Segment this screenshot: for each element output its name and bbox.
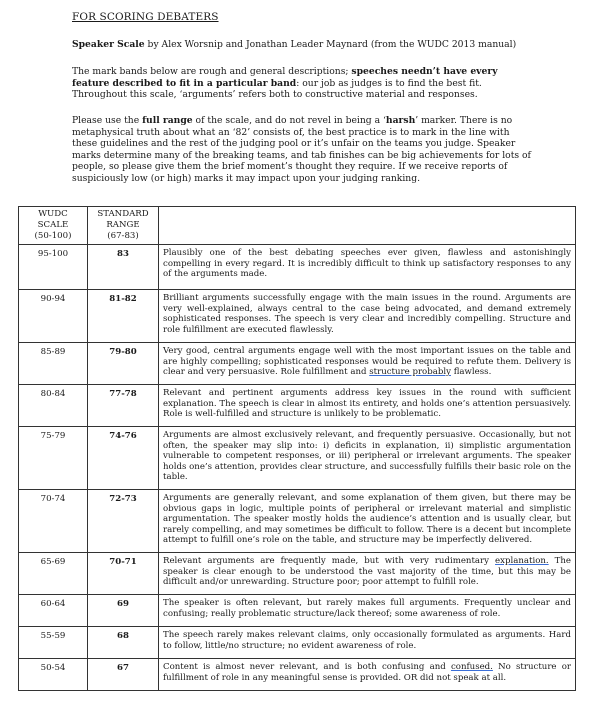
standard-cell: 74-76 <box>88 427 159 490</box>
para2-text-c: of the scale, and do not revel in being a ‘ <box>192 115 386 126</box>
para1-text-a: The mark bands below are rough and general descriptions; <box>72 66 352 77</box>
subtitle <box>72 39 572 50</box>
description-text: Relevant arguments are frequently made, but with very rudimentary <box>163 556 496 566</box>
description-cell: Brilliant arguments successfully engage with the main issues in the round. Arguments are very well-explained, always central to the case being advocated, and demand extremely sophisticated responses. The speech is very clear and incredibly compelling. Structure and role fulfillment are executed flawlessly. <box>159 290 576 343</box>
header-line: (50-100) <box>34 231 72 241</box>
header-wudc-scale <box>19 207 88 245</box>
description-cell: Relevant and pertinent arguments address key issues in the round with sufficient explanation. The speech is clear in almost its entirety, and holds one’s attention persuasively. Role is well-fulfilled and structure is unlikely to be problematic. <box>159 385 576 427</box>
standard-cell: 72-73 <box>88 490 159 553</box>
header-line: WUDC <box>38 209 68 219</box>
standard-cell: 83 <box>88 245 159 290</box>
para2-text-a: Please use the <box>72 115 143 126</box>
table-header-row <box>19 207 576 245</box>
header-line: STANDARD <box>97 209 149 219</box>
description-text: flawless. <box>450 367 492 378</box>
standard-cell: 68 <box>88 627 159 659</box>
table-row <box>19 245 576 290</box>
band-cell: 85-89 <box>19 343 88 385</box>
guidance-paragraph <box>72 115 532 184</box>
document-heading: FOR SCORING DEBATERS <box>72 11 219 23</box>
description-cell: The speech rarely makes relevant claims, only occasionally formulated as arguments. Hard to follow, little/no structure; no evident awareness of role. <box>159 627 576 659</box>
table-row <box>19 595 576 627</box>
subtitle-title: Speaker Scale <box>72 39 145 50</box>
band-cell: 95-100 <box>19 245 88 290</box>
underlined-text: explanation. <box>495 556 549 566</box>
table-row <box>19 290 576 343</box>
header-line: (67-83) <box>107 231 139 241</box>
standard-cell: 69 <box>88 595 159 627</box>
band-cell: 60-64 <box>19 595 88 627</box>
intro-paragraph <box>72 66 532 101</box>
description-cell: Arguments are generally relevant, and some explanation of them given, but there may be obvious gaps in logic, multiple points of peripheral or irrelevant material and simplistic argumentation. The speaker mostly holds the audience’s attention and is usually clear, but rarely compelling, and may sometimes be difficult to follow. There is a decent but incomplete attempt to fulfill one’s role on the table, and structure may be imperfectly delivered. <box>159 490 576 553</box>
header-standard-range <box>88 207 159 245</box>
table-row <box>19 627 576 659</box>
header-description <box>159 207 576 245</box>
band-cell: 75-79 <box>19 427 88 490</box>
table-row <box>19 490 576 553</box>
table-row <box>19 427 576 490</box>
subtitle-authors: by Alex Worsnip and Jonathan Leader Maynard (from the WUDC 2013 manual) <box>144 39 517 50</box>
header-line: SCALE <box>37 220 69 230</box>
underlined-text: confused. <box>450 662 493 672</box>
description-cell <box>159 553 576 595</box>
description-cell <box>159 659 576 691</box>
header-line: RANGE <box>106 220 140 230</box>
table-row <box>19 385 576 427</box>
standard-cell: 79-80 <box>88 343 159 385</box>
underlined-text: structure probably <box>369 367 451 378</box>
description-cell: Plausibly one of the best debating speeches ever given, flawless and astonishingly compelling in every regard. It is incredibly difficult to think up satisfactory responses to any of the arguments made. <box>159 245 576 290</box>
band-cell: 50-54 <box>19 659 88 691</box>
description-text: No structure or fulfillment of role in any meaningful sense is provided. OR did not speak at all. <box>163 662 571 683</box>
description-cell: Arguments are almost exclusively relevant, and frequently persuasive. Occasionally, but not often, the speaker may slip into: i) deficits in explanation, ii) simplistic argumentation vulnerable to competent responses, or iii) peripheral or irrelevant arguments. The speaker holds one’s attention, provides clear structure, and successfully fulfills their basic role on the table. <box>159 427 576 490</box>
band-cell: 90-94 <box>19 290 88 343</box>
para2-harsh: harsh <box>385 115 416 126</box>
para1-emphasis: speeches needn’t have every feature described to fit in a particular band <box>72 66 498 89</box>
band-cell: 65-69 <box>19 553 88 595</box>
description-text: Content is almost never relevant, and is both confusing and <box>163 662 451 672</box>
speaker-scale-table <box>18 206 576 691</box>
para2-full-range: full range <box>142 115 193 126</box>
description-text: The speaker is clear enough to be understood the vast majority of the time, but this may be difficult and/or unrewarding. Structure poor; poor attempt to fulfill role. <box>163 556 572 588</box>
table-row <box>19 553 576 595</box>
band-cell: 70-74 <box>19 490 88 553</box>
para1-text-c: : our job as judges is to find the best fit. Throughout this scale, ‘arguments’ refers both to constructive material and responses. <box>72 77 482 100</box>
description-text: Very good, central arguments engage well with the most important issues on the table and are highly compelling; sophisticated responses would be required to refute them. Delivery is clear and very persuasive. Role fulfillment and <box>163 346 571 378</box>
standard-cell: 67 <box>88 659 159 691</box>
standard-cell: 81-82 <box>88 290 159 343</box>
band-cell: 55-59 <box>19 627 88 659</box>
band-cell: 80-84 <box>19 385 88 427</box>
description-cell <box>159 343 576 385</box>
standard-cell: 77-78 <box>88 385 159 427</box>
para2-text-e: ’ marker. There is no metaphysical truth about what an ‘82’ consists of, the best practice is to mark in the line with these guidelines and the rest of the judging pool or it’s unfair on the teams you judge. Speaker marks determine many of the breaking teams, and tab finishes can be big achievements for lots of people, so please give them the brief moment’s thought they require. If we receive reports of suspiciously low (or high) marks it may impact upon your judging ranking. <box>72 115 531 184</box>
standard-cell: 70-71 <box>88 553 159 595</box>
table-row <box>19 343 576 385</box>
table-row <box>19 659 576 691</box>
description-cell: The speaker is often relevant, but rarely makes full arguments. Frequently unclear and confusing; really problematic structure/lack thereof; some awareness of role. <box>159 595 576 627</box>
